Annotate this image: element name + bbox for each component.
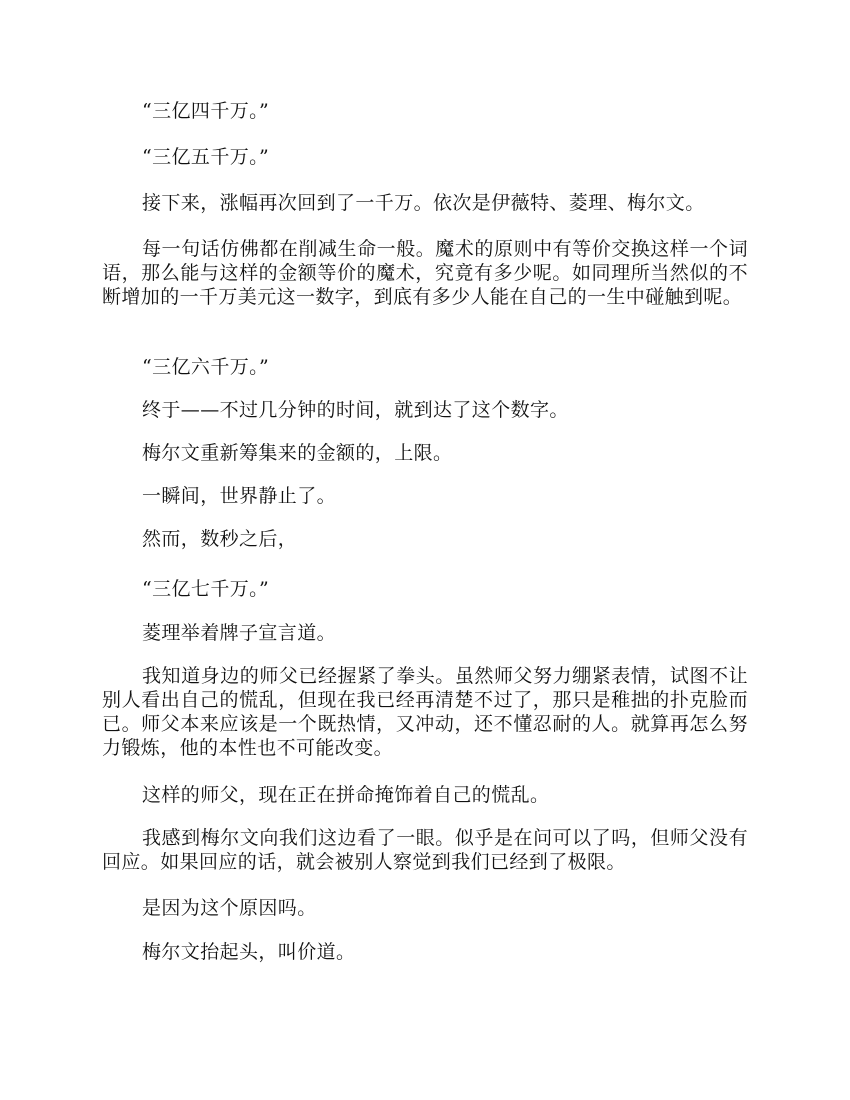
paragraph-14: 我感到梅尔文向我们这边看了一眼。似乎是在问可以了吗，但师父没有回应。如果回应的话，就会被别人察觉到我们已经到了极限。 xyxy=(102,827,748,873)
paragraph-9: 然而，数秒之后， xyxy=(142,528,298,550)
paragraph-12: 我知道身边的师父已经握紧了拳头。虽然师父努力绷紧表情，试图不让别人看出自己的慌乱，但现在我已经再清楚不过了，那只是稚拙的扑克脸而已。师父本来应该是一个既热情，又冲动，还不懂忍耐的人。就算再怎么努力锻炼，他的本性也不可能改变。 xyxy=(102,665,748,759)
paragraph-4: 每一句话仿佛都在削减生命一般。魔术的原则中有等价交换这样一个词语，那么能与这样的金额等价的魔术，究竟有多少呢。如同理所当然似的不断增加的一千万美元这一数字，到底有多少人能在自己的一生中碰触到呢。 xyxy=(102,238,748,308)
paragraph-6: 终于——不过几分钟的时间，就到达了这个数字。 xyxy=(142,399,569,421)
paragraph-1: “三亿四千万。” xyxy=(142,100,270,122)
paragraph-16: 梅尔文抬起头，叫价道。 xyxy=(142,941,356,963)
paragraph-15: 是因为这个原因吗。 xyxy=(142,897,317,919)
paragraph-10: “三亿七千万。” xyxy=(142,578,270,600)
paragraph-3: 接下来，涨幅再次回到了一千万。依次是伊薇特、菱理、梅尔文。 xyxy=(142,192,705,214)
paragraph-2: “三亿五千万。” xyxy=(142,146,270,168)
paragraph-13: 这样的师父，现在正在拼命掩饰着自己的慌乱。 xyxy=(142,784,550,806)
paragraph-7: 梅尔文重新筹集来的金额的，上限。 xyxy=(142,442,453,464)
paragraph-11: 菱理举着牌子宣言道。 xyxy=(142,622,337,644)
paragraph-8: 一瞬间，世界静止了。 xyxy=(142,485,337,507)
paragraph-5: “三亿六千万。” xyxy=(142,356,270,378)
